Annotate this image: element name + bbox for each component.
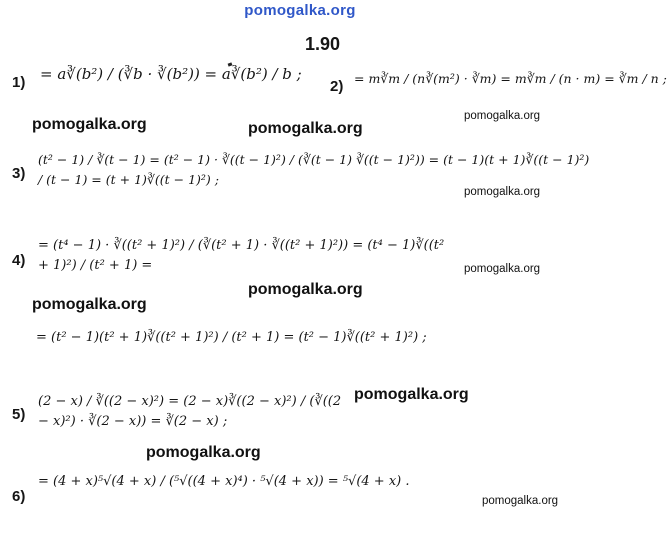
item-label: 2)	[330, 78, 344, 95]
watermark: pomogalka.org	[464, 263, 541, 275]
equation	[40, 64, 320, 83]
expression: = m∛m / (n∛(m²) · ∛m) = m∛m / (n · m) = ∛m / n ;	[354, 71, 667, 86]
problem-number: 1.90	[305, 34, 341, 54]
site-title[interactable]: pomogalka.org	[244, 2, 356, 19]
item-label: 5)	[12, 406, 26, 423]
problem-2	[330, 76, 343, 95]
expression: (t² − 1) / ∛(t − 1) = (t² − 1) · ∛((t − 1)²) / (∛(t − 1) ∛((t − 1)²)) = (t − 1)(t + 1)∛((t − 1)²) / (t − 1) = (t + 1)∛((t − 1)²) ;	[38, 152, 590, 187]
watermark: pomogalka.org	[248, 281, 363, 298]
expression: = (4 + x)⁵√(4 + x) / (⁵√((4 + x)⁴) · ⁵√(4 + x)) = ⁵√(4 + x) .	[38, 474, 410, 489]
watermark: pomogalka.org	[464, 110, 541, 122]
watermark: pomogalka.org	[354, 386, 469, 403]
item-label: 4)	[12, 252, 26, 269]
watermark: pomogalka.org	[146, 444, 261, 461]
expression: = a∛(b²) / (∛b · ∛(b²)) = a∛(b²) / b ;	[40, 65, 302, 83]
problem-6	[12, 486, 25, 505]
watermark: pomogalka.org	[248, 120, 363, 137]
expression: = (t² − 1)(t² + 1)∛((t² + 1)²) / (t² + 1) = (t² − 1)∛((t² + 1)²) ;	[36, 330, 427, 345]
watermark: pomogalka.org	[464, 186, 541, 198]
item-label: 1)	[12, 74, 26, 91]
equation	[38, 472, 468, 492]
equation	[38, 392, 348, 432]
problem-4	[12, 250, 25, 269]
equation	[38, 150, 593, 190]
problem-3	[12, 163, 25, 182]
expression: (2 − x) / ∛((2 − x)²) = (2 − x)∛((2 − x)²) / (∛((2 − x)²) · ∛(2 − x)) = ∛(2 − x) ;	[38, 394, 342, 429]
watermark: pomogalka.org	[32, 296, 147, 313]
expression: = (t⁴ − 1) · ∛((t² + 1)²) / (∛(t² + 1) · ∛((t² + 1)²)) = (t⁴ − 1)∛((t² + 1)²) / (t² + 1) =	[38, 238, 445, 273]
equation	[354, 68, 667, 87]
problem-1	[12, 72, 25, 91]
equation	[38, 236, 458, 276]
watermark: pomogalka.org	[482, 495, 559, 507]
equation	[36, 328, 556, 348]
watermark: pomogalka.org	[32, 116, 147, 133]
problem-5	[12, 404, 25, 423]
item-label: 3)	[12, 165, 26, 182]
item-label: 6)	[12, 488, 26, 505]
